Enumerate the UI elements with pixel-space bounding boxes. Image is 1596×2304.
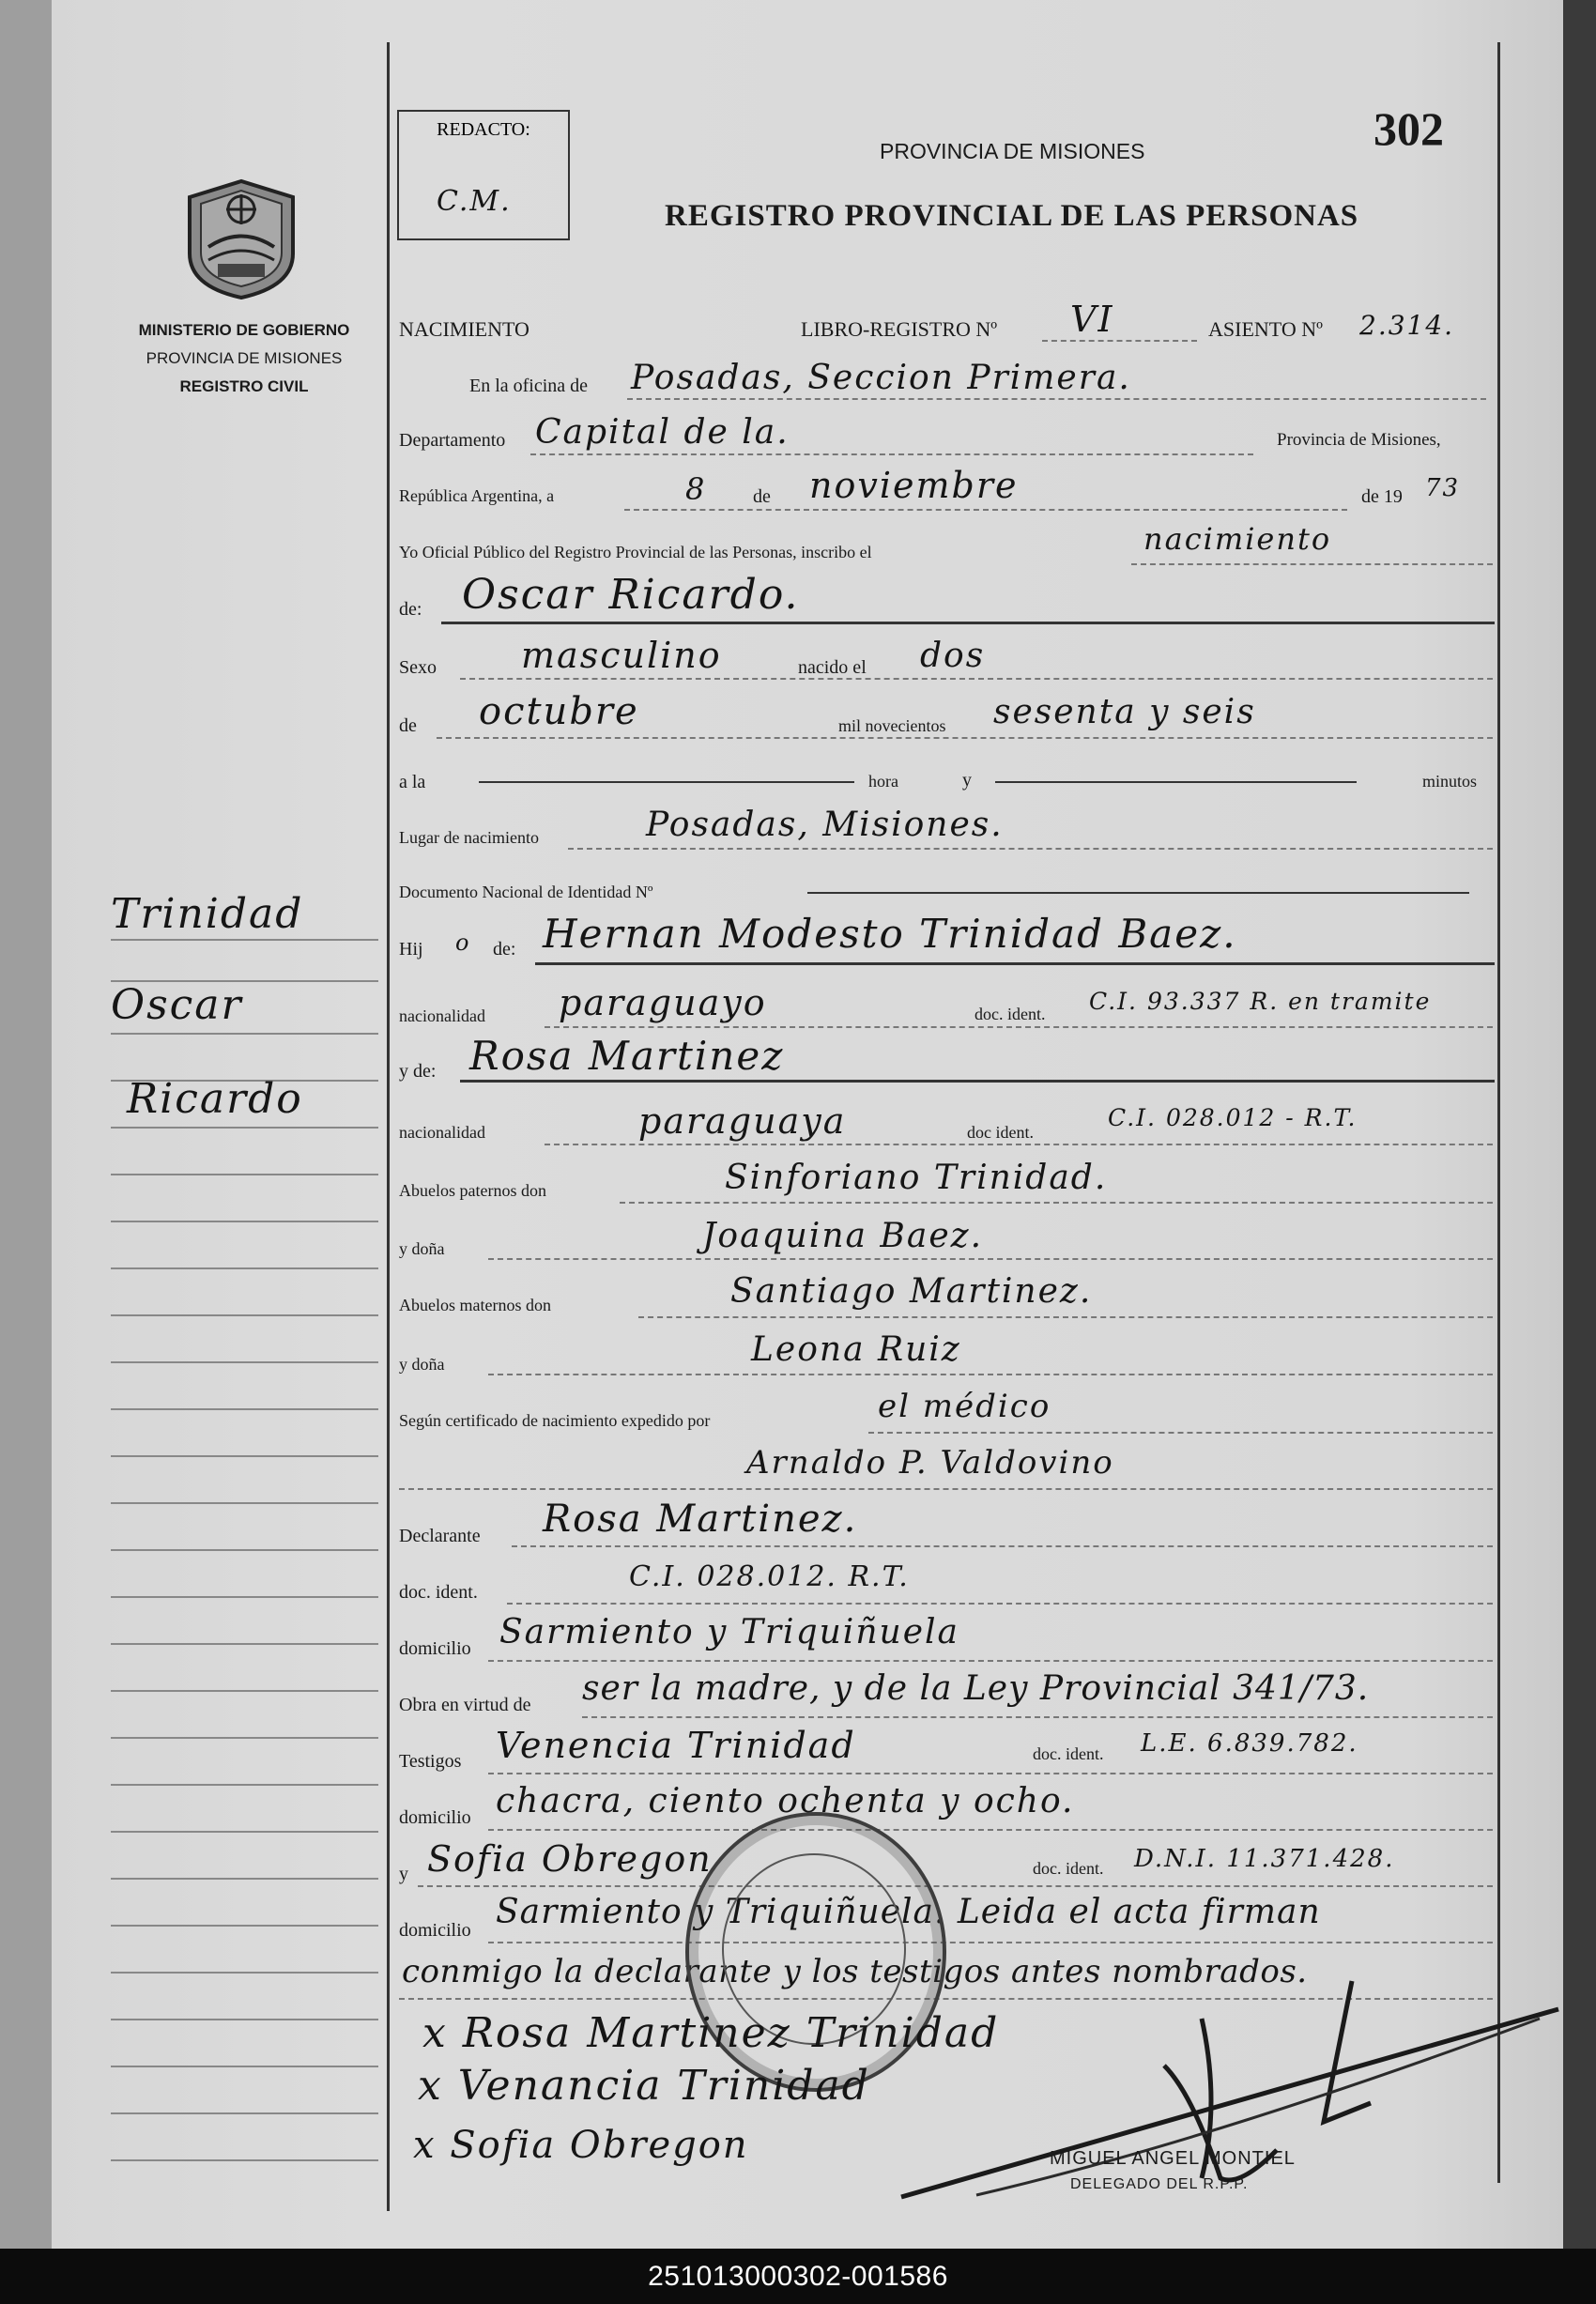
domicilio1-label: domicilio: [399, 1638, 471, 1659]
hijo-suffix: o: [455, 929, 471, 956]
declarante-value: Rosa Martinez.: [543, 1498, 858, 1541]
domicilio1-line: [488, 1660, 1493, 1662]
ydona1-value: Joaquina Baez.: [702, 1217, 984, 1255]
inscribo-value: nacimiento: [1143, 521, 1332, 557]
provincia-label: Provincia de Misiones,: [1277, 430, 1441, 450]
oficina-line: [627, 398, 1486, 400]
nac2-value: paraguaya: [638, 1100, 847, 1142]
margin-line: [111, 2019, 378, 2020]
margin-line: [111, 1643, 378, 1645]
header-province: PROVINCIA DE MISIONES: [880, 139, 1145, 163]
month-value: noviembre: [809, 465, 1019, 506]
obra-value: ser la madre, y de la Ley Provincial 341/73.: [582, 1669, 1370, 1708]
sexo-label: Sexo: [399, 657, 437, 678]
margin-line: [111, 2066, 378, 2067]
margin-line: [111, 1221, 378, 1222]
father-name: Hernan Modesto Trinidad Baez.: [543, 911, 1237, 957]
date-de1: de: [753, 486, 771, 507]
margin-line: [111, 1267, 378, 1269]
birth-month-value: octubre: [479, 690, 639, 733]
margin-line: [111, 939, 378, 941]
birth-line: [437, 737, 1493, 739]
docident3-label: doc. ident.: [399, 1582, 478, 1603]
birth-de-label: de: [399, 715, 417, 736]
dni-blank: [807, 892, 1469, 894]
asiento-label: ASIENTO Nº: [1208, 317, 1323, 341]
margin-line: [111, 1737, 378, 1739]
hora-label: hora: [868, 772, 898, 791]
docident4-value: L.E. 6.839.782.: [1141, 1729, 1358, 1758]
margin-line: [111, 1596, 378, 1598]
domicilio2-label: domicilio: [399, 1807, 471, 1828]
depto-label: Departamento: [399, 430, 506, 451]
declarante-label: Declarante: [399, 1526, 481, 1546]
depto-line: [530, 453, 1253, 455]
domicilio3-label: domicilio: [399, 1920, 471, 1941]
footer-id-bar: [0, 2249, 1596, 2304]
sexo-line: [460, 678, 1493, 680]
libro-label: LIBRO-REGISTRO Nº: [801, 317, 998, 341]
y-testigo-label: y: [399, 1864, 408, 1884]
cert-line2: [399, 1488, 1493, 1490]
lugar-value: Posadas, Misiones.: [646, 806, 1004, 844]
record-type: NACIMIENTO: [399, 317, 529, 341]
abm-label: Abuelos maternos don: [399, 1296, 551, 1314]
page-edge-shadow: [1563, 0, 1596, 2249]
cert-label: Según certificado de nacimiento expedido por: [399, 1411, 711, 1430]
margin-line: [111, 2159, 378, 2161]
header-registry: REGISTRO PROVINCIAL DE LAS PERSONAS: [665, 199, 1359, 233]
margin-line: [111, 1127, 378, 1129]
margin-line: [111, 1549, 378, 1551]
margin-line: [111, 1502, 378, 1504]
margin-line: [111, 1831, 378, 1833]
abp-line: [620, 1202, 1493, 1204]
declarante-line: [512, 1545, 1493, 1547]
docident4-label: doc. ident.: [1033, 1744, 1104, 1763]
yde-label: y de:: [399, 1061, 437, 1082]
margin-note-line2: Oscar: [111, 981, 243, 1029]
abm-line: [638, 1316, 1493, 1318]
margin-note-line3: Ricardo: [127, 1075, 303, 1123]
hijo-de-label: de:: [493, 939, 516, 960]
obra-label: Obra en virtud de: [399, 1695, 531, 1715]
day-value: 8: [685, 471, 707, 507]
margin-line: [111, 1972, 378, 1974]
margin-line: [111, 1455, 378, 1457]
ydona2-label: y doña: [399, 1355, 445, 1374]
signature-testigo1: x Venancia Trinidad: [418, 2062, 870, 2110]
margin-line: [111, 1174, 378, 1175]
registrant-name: Oscar Ricardo.: [462, 571, 800, 619]
lugar-line: [568, 848, 1493, 850]
docident5-value: D.N.I. 11.371.428.: [1134, 1845, 1395, 1873]
abm-value: Santiago Martinez.: [730, 1272, 1093, 1311]
hijo-label: Hij: [399, 939, 423, 960]
nac2-label: nacionalidad: [399, 1123, 485, 1142]
margin-line: [111, 1690, 378, 1692]
nac1-label: nacionalidad: [399, 1006, 485, 1025]
official-signature: [882, 1962, 1577, 2206]
ydona1-label: y doña: [399, 1239, 445, 1258]
sexo-value: masculino: [521, 635, 722, 676]
nac1-line: [545, 1026, 1493, 1028]
abp-label: Abuelos paternos don: [399, 1181, 546, 1200]
domicilio3-line: [488, 1942, 1493, 1943]
year-prefix: de 19: [1361, 486, 1403, 507]
ala-label: a la: [399, 772, 426, 792]
inscribo-line: [1131, 563, 1493, 565]
redacto-initials: C.M.: [437, 185, 512, 218]
margin-line: [111, 1361, 378, 1363]
oficina-label: En la oficina de: [469, 376, 589, 396]
margin-line: [111, 1408, 378, 1410]
mother-underline: [460, 1080, 1495, 1083]
libro-value: VI: [1070, 299, 1114, 340]
ministry-line3: REGISTRO CIVIL: [179, 377, 309, 395]
name-underline: [441, 622, 1495, 624]
asiento-value: 2.314.: [1359, 310, 1455, 341]
redacto-label: REDACTO:: [437, 119, 530, 140]
nac1-value: paraguayo: [559, 982, 767, 1023]
margin-line: [111, 1878, 378, 1880]
testigos-label: Testigos: [399, 1751, 462, 1772]
closing-text: conmigo la declarante y los testigos antes nombrados.: [402, 1953, 1308, 1990]
redacto-box: [397, 110, 570, 240]
year-value: 73: [1425, 474, 1461, 502]
nac2-line: [545, 1144, 1493, 1145]
official-title: DELEGADO DEL R.P.P.: [1070, 2176, 1249, 2192]
domicilio3-value: Sarmiento y Triquiñuela. Leida el acta firman: [496, 1893, 1321, 1931]
inscribo-label: Yo Oficial Público del Registro Provincial de las Personas, inscribo el: [399, 543, 872, 561]
cert-value: el médico: [878, 1388, 1051, 1425]
nacido-value: dos: [920, 637, 986, 675]
dni-label: Documento Nacional de Identidad Nº: [399, 883, 653, 901]
testigo2-value: Sofia Obregon: [427, 1838, 713, 1880]
margin-line: [111, 1033, 378, 1035]
depto-value: Capital de la.: [535, 413, 790, 452]
official-name: MIGUEL ANGEL MONTIEL: [1050, 2148, 1296, 2169]
mil-label: mil novecientos: [838, 716, 946, 735]
docident1-value: C.I. 93.337 R. en tramite: [1089, 988, 1432, 1015]
docident2-value: C.I. 028.012 - R.T.: [1108, 1104, 1358, 1131]
ydona1-line: [488, 1258, 1493, 1260]
right-margin-rule: [1497, 42, 1500, 2183]
republica-label: República Argentina, a: [399, 486, 555, 505]
cert-line: [868, 1432, 1493, 1434]
ydona2-line: [488, 1374, 1493, 1375]
republica-line: [624, 509, 1347, 511]
birth-year-value: sesenta y seis: [993, 693, 1256, 731]
cert-value2: Arnaldo P. Valdovino: [746, 1444, 1114, 1482]
testigos-value: Venencia Trinidad: [496, 1725, 856, 1766]
domicilio2-value: chacra, ciento ochenta y ocho.: [496, 1782, 1075, 1820]
ministry-line1: MINISTERIO DE GOBIERNO: [138, 321, 350, 339]
obra-line: [582, 1716, 1493, 1718]
footer-id: 251013000302-001586: [648, 2260, 948, 2292]
testigos-line: [488, 1773, 1493, 1774]
margin-line: [111, 2112, 378, 2114]
margin-line: [111, 1314, 378, 1316]
docident3-line: [507, 1603, 1493, 1605]
docident5-label: doc. ident.: [1033, 1859, 1104, 1878]
page-number: 302: [1373, 102, 1444, 155]
docident1-label: doc. ident.: [974, 1005, 1046, 1023]
signature-testigo2: x Sofia Obregon: [413, 2124, 749, 2167]
name-de-label: de:: [399, 599, 422, 620]
oficina-value: Posadas, Seccion Primera.: [631, 359, 1131, 397]
minutos-label: minutos: [1422, 772, 1478, 791]
libro-line: [1042, 340, 1197, 342]
lugar-label: Lugar de nacimiento: [399, 828, 539, 847]
docident2-label: doc ident.: [967, 1123, 1034, 1142]
domicilio1-value: Sarmiento y Triquiñuela: [499, 1613, 959, 1651]
signature-declarante: x Rosa Martinez Trinidad: [422, 2009, 1000, 2057]
domicilio2-line: [488, 1829, 1493, 1831]
testigo2-line: [418, 1885, 1493, 1887]
father-underline: [535, 962, 1495, 965]
abp-value: Sinforiano Trinidad.: [725, 1159, 1108, 1197]
docident3-value: C.I. 028.012. R.T.: [629, 1560, 910, 1593]
margin-note-line1: Trinidad: [111, 890, 304, 938]
nacido-label: nacido el: [798, 657, 867, 678]
binding-gutter: [0, 0, 52, 2249]
margin-line: [111, 1784, 378, 1786]
coat-of-arms-emblem: [180, 174, 302, 300]
ydona2-value: Leona Ruiz: [751, 1330, 961, 1369]
minutes-blank: [995, 781, 1357, 783]
left-margin-rule: [387, 42, 390, 2211]
mother-name: Rosa Martinez: [469, 1033, 785, 1079]
y-label: y: [962, 770, 972, 791]
margin-line: [111, 1925, 378, 1927]
ministry-line2: PROVINCIA DE MISIONES: [146, 349, 343, 367]
hour-blank: [479, 781, 854, 783]
